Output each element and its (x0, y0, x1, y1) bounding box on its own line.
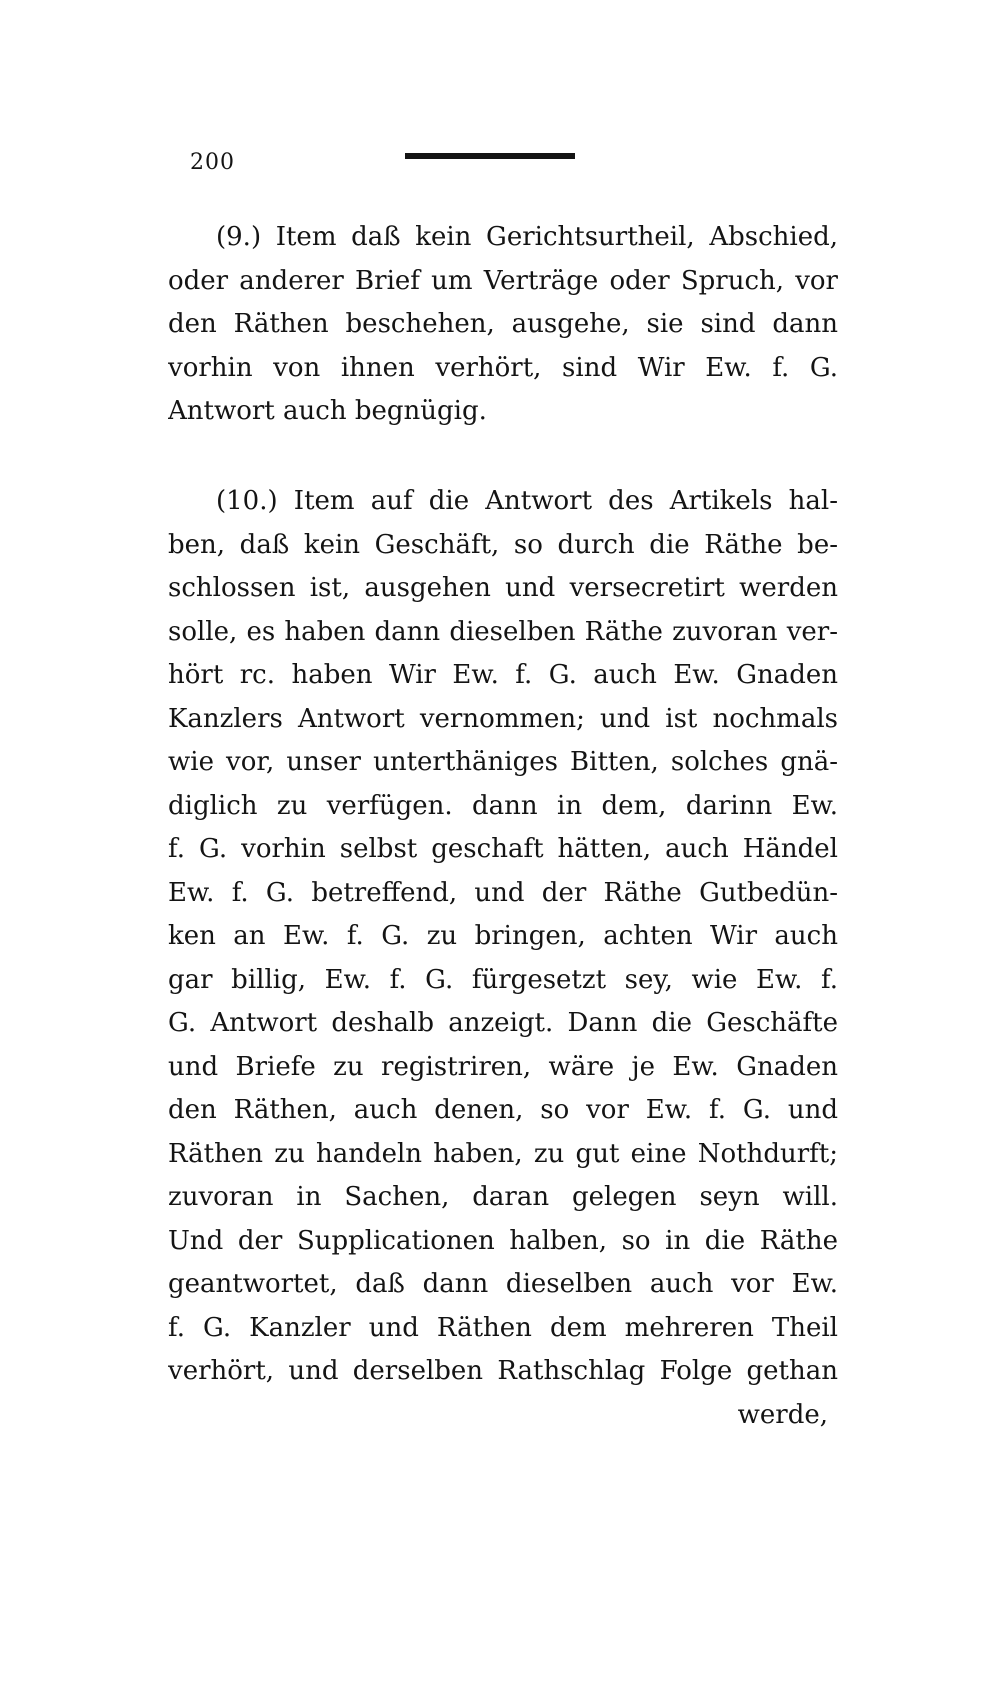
text-line: f. G. Kanzler und Räthen dem mehreren Theil (168, 1312, 838, 1343)
paragraph-9 (168, 216, 838, 434)
header-rule (405, 153, 575, 159)
text-line: solle, es haben dann dieselben Räthe zuvoran ver- (168, 616, 838, 647)
text-line: f. G. vorhin selbst geschaft hätten, auch Händel (168, 834, 838, 864)
text-line: geantwortet, daß dann dieselben auch vor Ew. (168, 1269, 838, 1299)
text-line: vorhin von ihnen verhört, sind Wir Ew. f. G. (168, 352, 838, 383)
text-line: verhört, und derselben Rathschlag Folge gethan (168, 1356, 838, 1386)
text-line: gar billig, Ew. f. G. fürgesetzt sey, wie Ew. f. (168, 964, 838, 995)
text-line: G. Antwort deshalb anzeigt. Dann die Geschäfte (168, 1008, 838, 1038)
text-line: den Räthen beschehen, ausgehe, sie sind dann (168, 309, 838, 339)
text-line: Antwort auch begnügig. (168, 396, 487, 426)
text-line: (10.) Item auf die Antwort des Artikels hal- (216, 486, 838, 516)
page-number: 200 (190, 150, 235, 175)
text-line: oder anderer Brief um Verträge oder Spruch, vor (168, 265, 838, 296)
text-line: zuvoran in Sachen, daran gelegen seyn will. (168, 1182, 838, 1212)
text-line: ken an Ew. f. G. zu bringen, achten Wir auch (168, 921, 838, 951)
text-line: Und der Supplicationen halben, so in die Räthe (168, 1225, 838, 1256)
text-line: den Räthen, auch denen, so vor Ew. f. G. und (168, 1095, 838, 1125)
text-line: (9.) Item daß kein Gerichtsurtheil, Abschied, (216, 222, 838, 252)
text-line: und Briefe zu registriren, wäre je Ew. Gnaden (168, 1051, 838, 1082)
text-line: Räthen zu handeln haben, zu gut eine Nothdurft; (168, 1138, 838, 1169)
catchword: werde, (737, 1399, 828, 1430)
text-line: Kanzlers Antwort vernommen; und ist nochmals (168, 703, 838, 734)
text-line: ben, daß kein Geschäft, so durch die Räthe be- (168, 529, 838, 560)
paragraph-10 (168, 480, 838, 1437)
text-line: Ew. f. G. betreffend, und der Räthe Gutbedün- (168, 877, 838, 908)
text-line: schlossen ist, ausgehen und versecretirt werden (168, 573, 838, 603)
text-line: hört rc. haben Wir Ew. f. G. auch Ew. Gnaden (168, 660, 838, 690)
text-line: diglich zu verfügen. dann in dem, darinn Ew. (168, 790, 838, 821)
text-line: wie vor, unser unterthäniges Bitten, solches gnä- (168, 747, 838, 777)
